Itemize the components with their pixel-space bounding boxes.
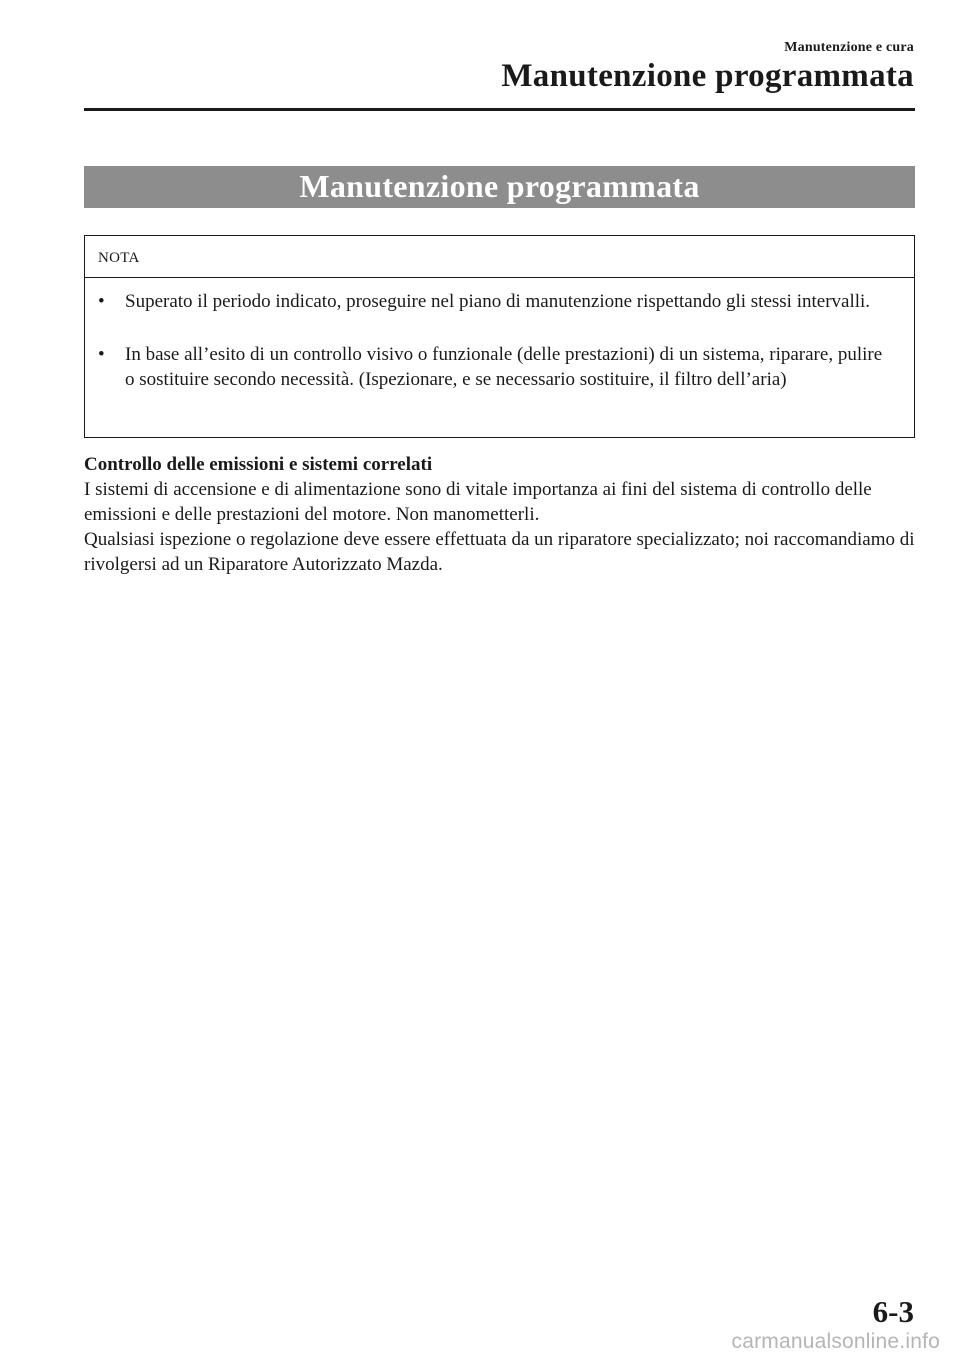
- note-box: [84, 235, 915, 438]
- note-heading: NOTA: [85, 236, 914, 278]
- subheading: Controllo delle emissioni e sistemi correlati: [84, 454, 433, 475]
- note-item-text: In base all’esito di un controllo visivo o funzionale (delle prestazioni) di un sistema, riparare, pulire o sostituire secondo necessità. (Ispezionare, e se necessario sostituire, il filtro dell’aria): [125, 344, 883, 390]
- body-paragraph: I sistemi di accensione e di alimentazione sono di vitale importanza ai fini del sistema di controllo delle emissioni e delle prestazioni del motore. Non manometterli.: [84, 479, 872, 525]
- note-item-text: Superato il periodo indicato, proseguire nel piano di manutenzione rispettando gli stessi intervalli.: [125, 291, 871, 312]
- page-number: 6-3: [872, 1294, 914, 1329]
- note-item: [98, 342, 888, 392]
- bullet-icon: •: [98, 291, 105, 312]
- body-paragraph: Qualsiasi ispezione o regolazione deve essere effettuata da un riparatore specializzato; noi raccomandiamo di rivolgersi ad un Riparatore Autorizzato Mazda.: [84, 529, 915, 575]
- watermark: carmanualsonline.info: [731, 1330, 940, 1353]
- chapter-title: Manutenzione programmata: [501, 58, 914, 94]
- body-section: [84, 452, 915, 577]
- section-title-band: Manutenzione programmata: [84, 166, 915, 208]
- bullet-icon: •: [98, 344, 105, 365]
- header-divider: [84, 108, 915, 111]
- note-item: [98, 289, 888, 314]
- section-label: Manutenzione e cura: [784, 40, 914, 55]
